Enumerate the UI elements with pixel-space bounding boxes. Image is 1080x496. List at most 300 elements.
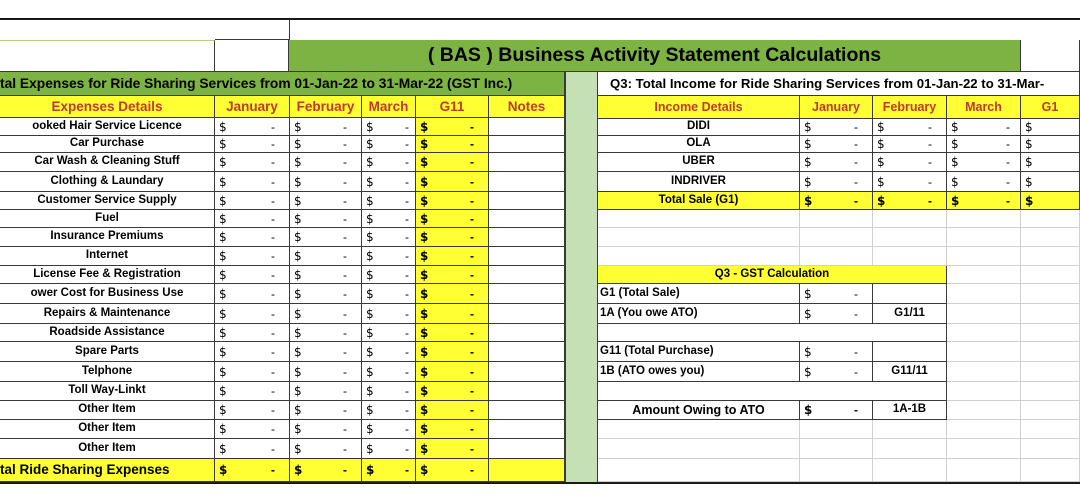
expense-item-label: Spare Parts [0,342,215,362]
blank-cell[interactable] [215,20,290,40]
expense-feb-cell[interactable] [290,266,362,284]
expense-feb-cell[interactable] [290,420,362,439]
income-value-cell[interactable] [947,153,1021,172]
dash-value: - [271,211,275,226]
expense-feb-cell[interactable] [290,401,362,420]
blank-cell[interactable] [0,40,215,72]
expense-mar-cell[interactable] [362,118,416,136]
empty-cell[interactable] [1021,459,1080,482]
total-mar-cell[interactable] [362,459,416,482]
gst-row-label: G1 (Total Sale) [598,284,800,304]
expense-notes-cell[interactable] [489,266,565,284]
expense-g11-cell[interactable] [416,420,489,439]
dash-value: - [343,267,347,282]
empty-cell[interactable] [598,247,800,266]
expense-feb-cell[interactable] [290,362,362,382]
empty-cell[interactable] [873,420,947,439]
expense-jan-cell[interactable] [215,324,290,342]
dash-value: - [854,120,858,134]
empty-cell[interactable] [1021,362,1080,382]
dash-value: - [405,325,409,340]
expense-g11-cell[interactable] [416,118,489,136]
income-value-cell[interactable] [947,119,1021,136]
expense-item-label: Other Item [0,420,215,439]
bottom-border [0,482,1080,496]
expense-item-label: Other Item [0,439,215,459]
expense-g11-cell[interactable] [416,284,489,304]
expense-mar-cell[interactable] [362,210,416,228]
expense-notes-cell[interactable] [489,420,565,439]
currency-symbol: $ [219,463,228,477]
currency-symbol: $ [294,422,302,436]
currency-symbol: $ [219,137,227,151]
dash-value: - [343,155,347,169]
income-value-cell[interactable] [800,119,873,136]
gst-formula-cell [873,284,947,304]
expense-mar-cell[interactable] [362,342,416,362]
empty-cell[interactable] [1021,439,1080,459]
currency-symbol: $ [219,306,227,321]
total-g11-cell[interactable] [416,459,489,482]
expense-jan-cell[interactable] [215,266,290,284]
expense-feb-cell[interactable] [290,136,362,153]
dash-value: - [928,137,932,151]
gst-formula-cell [873,342,947,362]
currency-symbol: $ [1025,155,1033,169]
dash-value: - [271,344,275,359]
income-total-cell[interactable] [947,192,1021,210]
empty-cell[interactable] [947,266,1021,284]
dash-value: - [343,119,347,134]
empty-cell[interactable] [873,439,947,459]
income-value-cell[interactable] [873,153,947,172]
empty-cell[interactable] [800,420,873,439]
income-value-cell[interactable] [873,136,947,153]
currency-symbol: $ [366,249,374,263]
empty-cell[interactable] [1021,382,1080,401]
income-value-cell[interactable] [1021,136,1080,153]
currency-symbol: $ [366,137,374,151]
currency-symbol: $ [420,325,429,340]
empty-cell[interactable] [947,228,1021,247]
currency-symbol: $ [951,193,960,208]
empty-cell[interactable] [1021,247,1080,266]
dash-value: - [928,120,932,134]
dash-value: - [343,230,347,244]
currency-symbol: $ [420,119,429,134]
expense-notes-cell[interactable] [489,342,565,362]
income-header-g1: G1 [1021,96,1080,119]
expense-jan-cell[interactable] [215,284,290,304]
expense-jan-cell[interactable] [215,382,290,401]
expense-feb-cell[interactable] [290,324,362,342]
income-value-cell[interactable] [1021,153,1080,172]
dash-value: - [854,344,858,359]
empty-cell[interactable] [1021,210,1080,228]
currency-symbol: $ [804,364,812,379]
expense-item-label: Car Purchase [0,136,215,153]
currency-symbol: $ [420,137,429,151]
expense-notes-cell[interactable] [489,324,565,342]
expense-jan-cell[interactable] [215,136,290,153]
income-value-cell[interactable] [1021,119,1080,136]
expense-jan-cell[interactable] [215,192,290,210]
expense-g11-cell[interactable] [416,136,489,153]
empty-cell[interactable] [947,401,1021,420]
empty-cell[interactable] [1021,342,1080,362]
currency-symbol: $ [294,119,302,134]
currency-symbol: $ [294,211,302,226]
currency-symbol: $ [294,286,302,301]
currency-symbol: $ [804,306,812,321]
currency-symbol: $ [294,384,302,398]
dash-value: - [343,441,347,456]
dash-value: - [343,463,347,477]
dash-value: - [470,211,474,226]
currency-symbol: $ [804,286,812,301]
empty-cell[interactable] [1021,284,1080,304]
currency-symbol: $ [294,267,302,282]
expense-g11-cell[interactable] [416,210,489,228]
expense-item-label: Toll Way-Linkt [0,382,215,401]
total-feb-cell[interactable] [290,459,362,482]
expense-notes-cell[interactable] [489,362,565,382]
expense-mar-cell[interactable] [362,362,416,382]
expense-jan-cell[interactable] [215,153,290,172]
column-separator [565,72,598,482]
income-value-cell[interactable] [947,172,1021,192]
expense-mar-cell[interactable] [362,228,416,247]
dash-value: - [271,422,275,436]
expense-mar-cell[interactable] [362,153,416,172]
currency-symbol: $ [420,155,429,169]
expense-item-label: Roadside Assistance [0,324,215,342]
gst-value-cell[interactable] [800,284,873,304]
empty-cell[interactable] [947,304,1021,324]
dash-value: - [405,441,409,456]
expense-feb-cell[interactable] [290,172,362,192]
gst-blank-row[interactable] [598,324,947,342]
expense-mar-cell[interactable] [362,192,416,210]
expense-feb-cell[interactable] [290,210,362,228]
dash-value: - [470,155,474,169]
expense-g11-cell[interactable] [416,362,489,382]
expense-notes-cell[interactable] [489,136,565,153]
dash-value: - [405,174,409,189]
dash-value: - [271,137,275,151]
expense-jan-cell[interactable] [215,210,290,228]
currency-symbol: $ [366,463,375,477]
expense-notes-cell[interactable] [489,118,565,136]
dash-value: - [343,286,347,301]
currency-symbol: $ [366,193,374,208]
empty-cell[interactable] [873,459,947,482]
currency-symbol: $ [219,344,227,359]
income-header-january: January [800,96,873,119]
expense-feb-cell[interactable] [290,192,362,210]
expenses-header-january: January [215,96,290,118]
empty-cell[interactable] [800,247,873,266]
empty-cell[interactable] [598,439,800,459]
expense-g11-cell[interactable] [416,266,489,284]
dash-value: - [271,119,275,134]
dash-value: - [405,422,409,436]
gst-value-cell[interactable] [800,304,873,324]
empty-cell[interactable] [1021,304,1080,324]
dash-value: - [343,344,347,359]
expense-jan-cell[interactable] [215,362,290,382]
dash-value: - [405,364,409,379]
currency-symbol: $ [219,193,227,208]
empty-cell[interactable] [873,210,947,228]
currency-symbol: $ [366,403,374,417]
empty-cell[interactable] [598,210,800,228]
expense-jan-cell[interactable] [215,228,290,247]
currency-symbol: $ [366,422,374,436]
income-value-cell[interactable] [1021,172,1080,192]
dash-value: - [343,422,347,436]
expense-g11-cell[interactable] [416,228,489,247]
currency-symbol: $ [366,211,374,226]
currency-symbol: $ [366,306,374,321]
expense-notes-cell[interactable] [489,304,565,324]
currency-symbol: $ [219,325,227,340]
expense-mar-cell[interactable] [362,324,416,342]
dash-value: - [470,230,474,244]
expense-mar-cell[interactable] [362,382,416,401]
dash-value: - [271,267,275,282]
expense-mar-cell[interactable] [362,439,416,459]
dash-value: - [854,137,858,151]
expense-g11-cell[interactable] [416,324,489,342]
currency-symbol: $ [1025,120,1033,134]
expense-g11-cell[interactable] [416,192,489,210]
expense-notes-cell[interactable] [489,401,565,420]
empty-cell[interactable] [947,324,1021,342]
expense-notes-cell[interactable] [489,192,565,210]
income-value-cell[interactable] [873,119,947,136]
expense-mar-cell[interactable] [362,304,416,324]
dash-value: - [343,364,347,379]
currency-symbol: $ [294,325,302,340]
dash-value: - [470,267,474,282]
empty-cell[interactable] [947,382,1021,401]
expense-notes-cell[interactable] [489,439,565,459]
currency-symbol: $ [219,267,227,282]
dash-value: - [928,155,932,169]
expense-g11-cell[interactable] [416,342,489,362]
expense-jan-cell[interactable] [215,401,290,420]
blank-cell[interactable] [1021,40,1080,72]
currency-symbol: $ [366,286,374,301]
expense-jan-cell[interactable] [215,439,290,459]
gst-blank-row[interactable] [598,382,947,401]
expense-notes-cell[interactable] [489,382,565,401]
blank-cell[interactable] [215,40,290,72]
expense-notes-cell[interactable] [489,228,565,247]
dash-value: - [470,364,474,379]
empty-cell[interactable] [800,459,873,482]
expense-feb-cell[interactable] [290,247,362,266]
expense-g11-cell[interactable] [416,401,489,420]
dash-value: - [405,193,409,208]
empty-cell[interactable] [1021,401,1080,420]
currency-symbol: $ [294,249,302,263]
currency-symbol: $ [219,441,227,456]
expense-mar-cell[interactable] [362,172,416,192]
currency-symbol: $ [420,286,429,301]
currency-symbol: $ [420,422,429,436]
expense-notes-cell[interactable] [489,153,565,172]
expense-notes-cell[interactable] [489,284,565,304]
empty-cell[interactable] [947,284,1021,304]
dash-value: - [271,325,275,340]
currency-symbol: $ [420,403,429,417]
dash-value: - [470,403,474,417]
income-item-label: UBER [598,153,800,172]
expense-feb-cell[interactable] [290,382,362,401]
empty-cell[interactable] [598,228,800,247]
currency-symbol: $ [294,364,302,379]
currency-symbol: $ [294,193,302,208]
dash-value: - [343,306,347,321]
expense-feb-cell[interactable] [290,304,362,324]
expense-feb-cell[interactable] [290,228,362,247]
currency-symbol: $ [877,155,885,169]
currency-symbol: $ [366,344,374,359]
currency-symbol: $ [804,403,813,417]
expense-mar-cell[interactable] [362,266,416,284]
currency-symbol: $ [366,174,374,189]
total-jan-cell[interactable] [215,459,290,482]
expense-mar-cell[interactable] [362,420,416,439]
dash-value: - [271,230,275,244]
income-value-cell[interactable] [800,172,873,192]
currency-symbol: $ [951,174,959,189]
empty-cell[interactable] [800,228,873,247]
dash-value: - [405,384,409,398]
dash-value: - [1006,120,1010,134]
gst-owing-value[interactable] [800,401,873,420]
expense-item-label: Fuel [0,210,215,228]
expense-feb-cell[interactable] [290,284,362,304]
total-notes-cell[interactable] [489,459,565,482]
expense-g11-cell[interactable] [416,304,489,324]
expense-feb-cell[interactable] [290,439,362,459]
expense-notes-cell[interactable] [489,210,565,228]
empty-cell[interactable] [1021,420,1080,439]
expense-g11-cell[interactable] [416,172,489,192]
dash-value: - [854,174,858,189]
empty-cell[interactable] [947,247,1021,266]
currency-symbol: $ [294,463,303,477]
income-value-cell[interactable] [873,172,947,192]
income-total-cell[interactable] [873,192,947,210]
expense-item-label: Customer Service Supply [0,192,215,210]
expense-g11-cell[interactable] [416,382,489,401]
empty-cell[interactable] [1021,324,1080,342]
income-value-cell[interactable] [800,153,873,172]
currency-symbol: $ [877,174,885,189]
dash-value: - [405,463,409,477]
empty-cell[interactable] [873,247,947,266]
expense-jan-cell[interactable] [215,420,290,439]
income-total-cell[interactable] [1021,192,1080,210]
currency-symbol: $ [951,120,959,134]
empty-cell[interactable] [1021,266,1080,284]
expense-jan-cell[interactable] [215,118,290,136]
currency-symbol: $ [877,193,886,208]
empty-cell[interactable] [1021,228,1080,247]
expenses-header-february: February [290,96,362,118]
income-header-february: February [873,96,947,119]
empty-cell[interactable] [873,228,947,247]
currency-symbol: $ [420,384,429,398]
dash-value: - [928,174,932,189]
empty-cell[interactable] [598,459,800,482]
dash-value: - [343,211,347,226]
currency-symbol: $ [1025,137,1033,151]
expense-feb-cell[interactable] [290,118,362,136]
income-value-cell[interactable] [800,136,873,153]
empty-cell[interactable] [598,420,800,439]
currency-symbol: $ [294,403,302,417]
expense-feb-cell[interactable] [290,153,362,172]
expense-feb-cell[interactable] [290,342,362,362]
expense-mar-cell[interactable] [362,284,416,304]
currency-symbol: $ [420,463,429,477]
expense-g11-cell[interactable] [416,439,489,459]
income-total-cell[interactable] [800,192,873,210]
empty-cell[interactable] [947,362,1021,382]
currency-symbol: $ [804,120,812,134]
gst-row-label: 1B (ATO owes you) [598,362,800,382]
empty-cell[interactable] [947,439,1021,459]
expense-jan-cell[interactable] [215,172,290,192]
currency-symbol: $ [219,249,227,263]
currency-symbol: $ [420,267,429,282]
expense-g11-cell[interactable] [416,247,489,266]
expense-item-label: ooked Hair Service Licence [0,118,215,136]
empty-cell[interactable] [947,210,1021,228]
expenses-header-g11: G11 [416,96,489,118]
dash-value: - [405,249,409,263]
expense-notes-cell[interactable] [489,247,565,266]
empty-cell[interactable] [947,342,1021,362]
income-value-cell[interactable] [947,136,1021,153]
expense-jan-cell[interactable] [215,247,290,266]
dash-value: - [271,155,275,169]
expense-notes-cell[interactable] [489,172,565,192]
expense-mar-cell[interactable] [362,401,416,420]
dash-value: - [854,155,858,169]
currency-symbol: $ [219,119,227,134]
expense-mar-cell[interactable] [362,247,416,266]
expense-g11-cell[interactable] [416,153,489,172]
gst-value-cell[interactable] [800,362,873,382]
empty-cell[interactable] [947,420,1021,439]
currency-symbol: $ [951,155,959,169]
empty-cell[interactable] [947,459,1021,482]
dash-value: - [470,422,474,436]
expense-mar-cell[interactable] [362,136,416,153]
empty-cell[interactable] [800,210,873,228]
currency-symbol: $ [420,249,429,263]
empty-cell[interactable] [800,439,873,459]
expense-jan-cell[interactable] [215,342,290,362]
gst-value-cell[interactable] [800,342,873,362]
expense-jan-cell[interactable] [215,304,290,324]
